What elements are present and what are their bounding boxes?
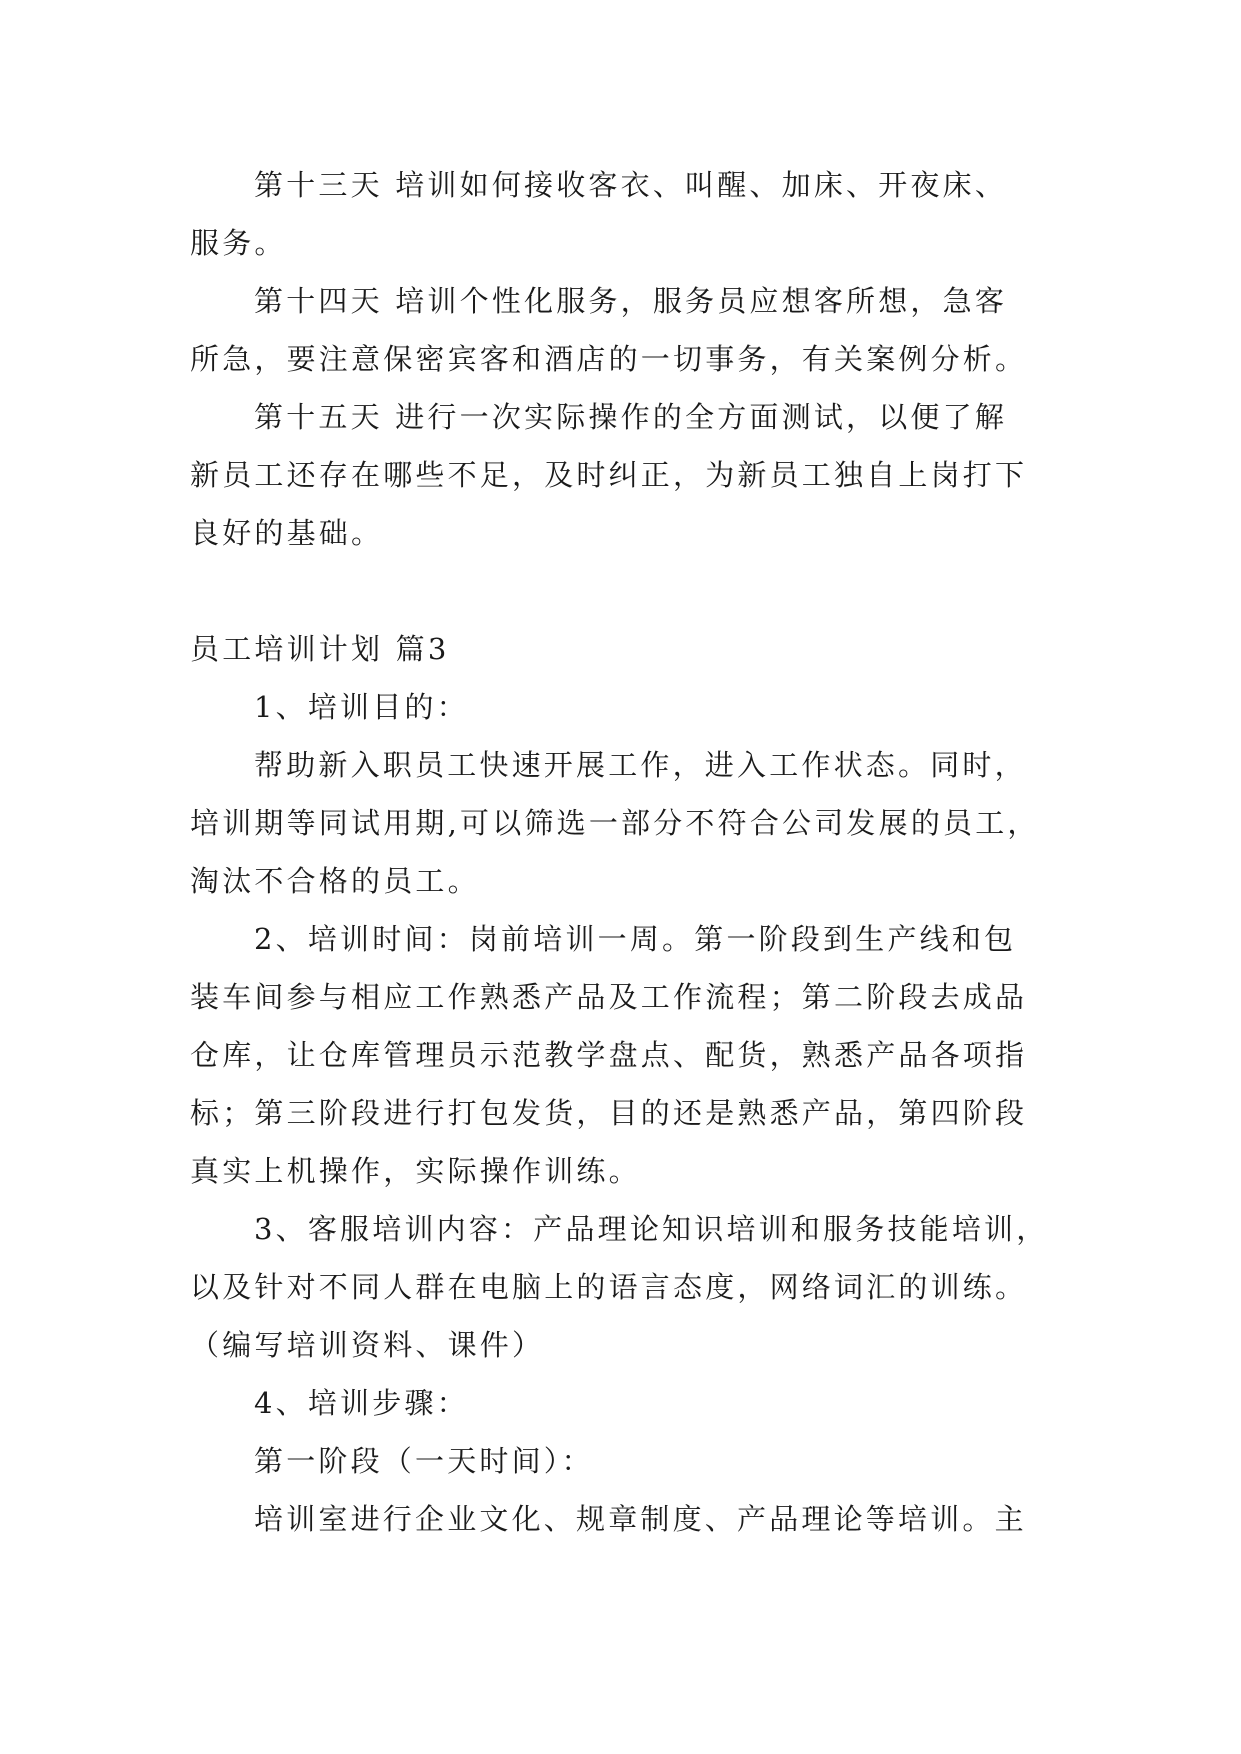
text-line: 培训室进行企业文化、规章制度、产品理论等培训。主 bbox=[254, 1502, 1027, 1536]
paragraph-training-steps-title bbox=[190, 1374, 1052, 1432]
text-line: 2、培训时间：岗前培训一周。第一阶段到生产线和包 bbox=[254, 922, 1017, 956]
text-line: （编写培训资料、课件） bbox=[190, 1328, 545, 1362]
paragraph-training-content bbox=[190, 1200, 1052, 1374]
paragraph-training-time bbox=[190, 910, 1052, 1200]
text-line: 标；第三阶段进行打包发货，目的还是熟悉产品，第四阶段 bbox=[190, 1096, 1028, 1130]
text-line: 4、培训步骤： bbox=[254, 1386, 469, 1420]
paragraph-day-14 bbox=[190, 272, 1052, 388]
text-line: 装车间参与相应工作熟悉产品及工作流程；第二阶段去成品 bbox=[190, 980, 1028, 1014]
paragraph-training-goal-title bbox=[190, 678, 1052, 736]
paragraph-day-13 bbox=[190, 156, 1052, 272]
text-line: 良好的基础。 bbox=[190, 516, 384, 550]
section-heading: 员工培训计划 篇3 bbox=[190, 632, 450, 666]
text-line: 以及针对不同人群在电脑上的语言态度，网络词汇的训练。 bbox=[190, 1270, 1028, 1304]
text-line: 培训期等同试用期,可以筛选一部分不符合公司发展的员工， bbox=[190, 806, 1040, 840]
paragraph-stage-one bbox=[190, 1490, 1052, 1548]
text-line: 3、客服培训内容：产品理论知识培训和服务技能培训， bbox=[254, 1212, 1049, 1246]
text-line: 帮助新入职员工快速开展工作，进入工作状态。同时， bbox=[254, 748, 1027, 782]
text-line: 第十五天 进行一次实际操作的全方面测试，以便了解 bbox=[254, 400, 1008, 434]
text-line: 仓库，让仓库管理员示范教学盘点、配货，熟悉产品各项指 bbox=[190, 1038, 1028, 1072]
paragraph-training-goal bbox=[190, 736, 1052, 910]
paragraph-stage-one-title bbox=[190, 1432, 1052, 1490]
text-line: 新员工还存在哪些不足，及时纠正，为新员工独自上岗打下 bbox=[190, 458, 1028, 492]
text-line: 真实上机操作，实际操作训练。 bbox=[190, 1154, 641, 1188]
paragraph-day-15 bbox=[190, 388, 1052, 562]
text-line: 第一阶段（一天时间）： bbox=[254, 1444, 594, 1478]
text-line: 第十四天 培训个性化服务，服务员应想客所想，急客 bbox=[254, 284, 1008, 318]
text-line: 淘汰不合格的员工。 bbox=[190, 864, 480, 898]
text-line: 第十三天 培训如何接收客衣、叫醒、加床、开夜床、 bbox=[254, 168, 1008, 202]
text-line: 服务。 bbox=[190, 226, 287, 260]
document-body bbox=[190, 156, 1052, 1548]
text-line: 所急，要注意保密宾客和酒店的一切事务，有关案例分析。 bbox=[190, 342, 1028, 376]
text-line: 1、培训目的： bbox=[254, 690, 469, 724]
